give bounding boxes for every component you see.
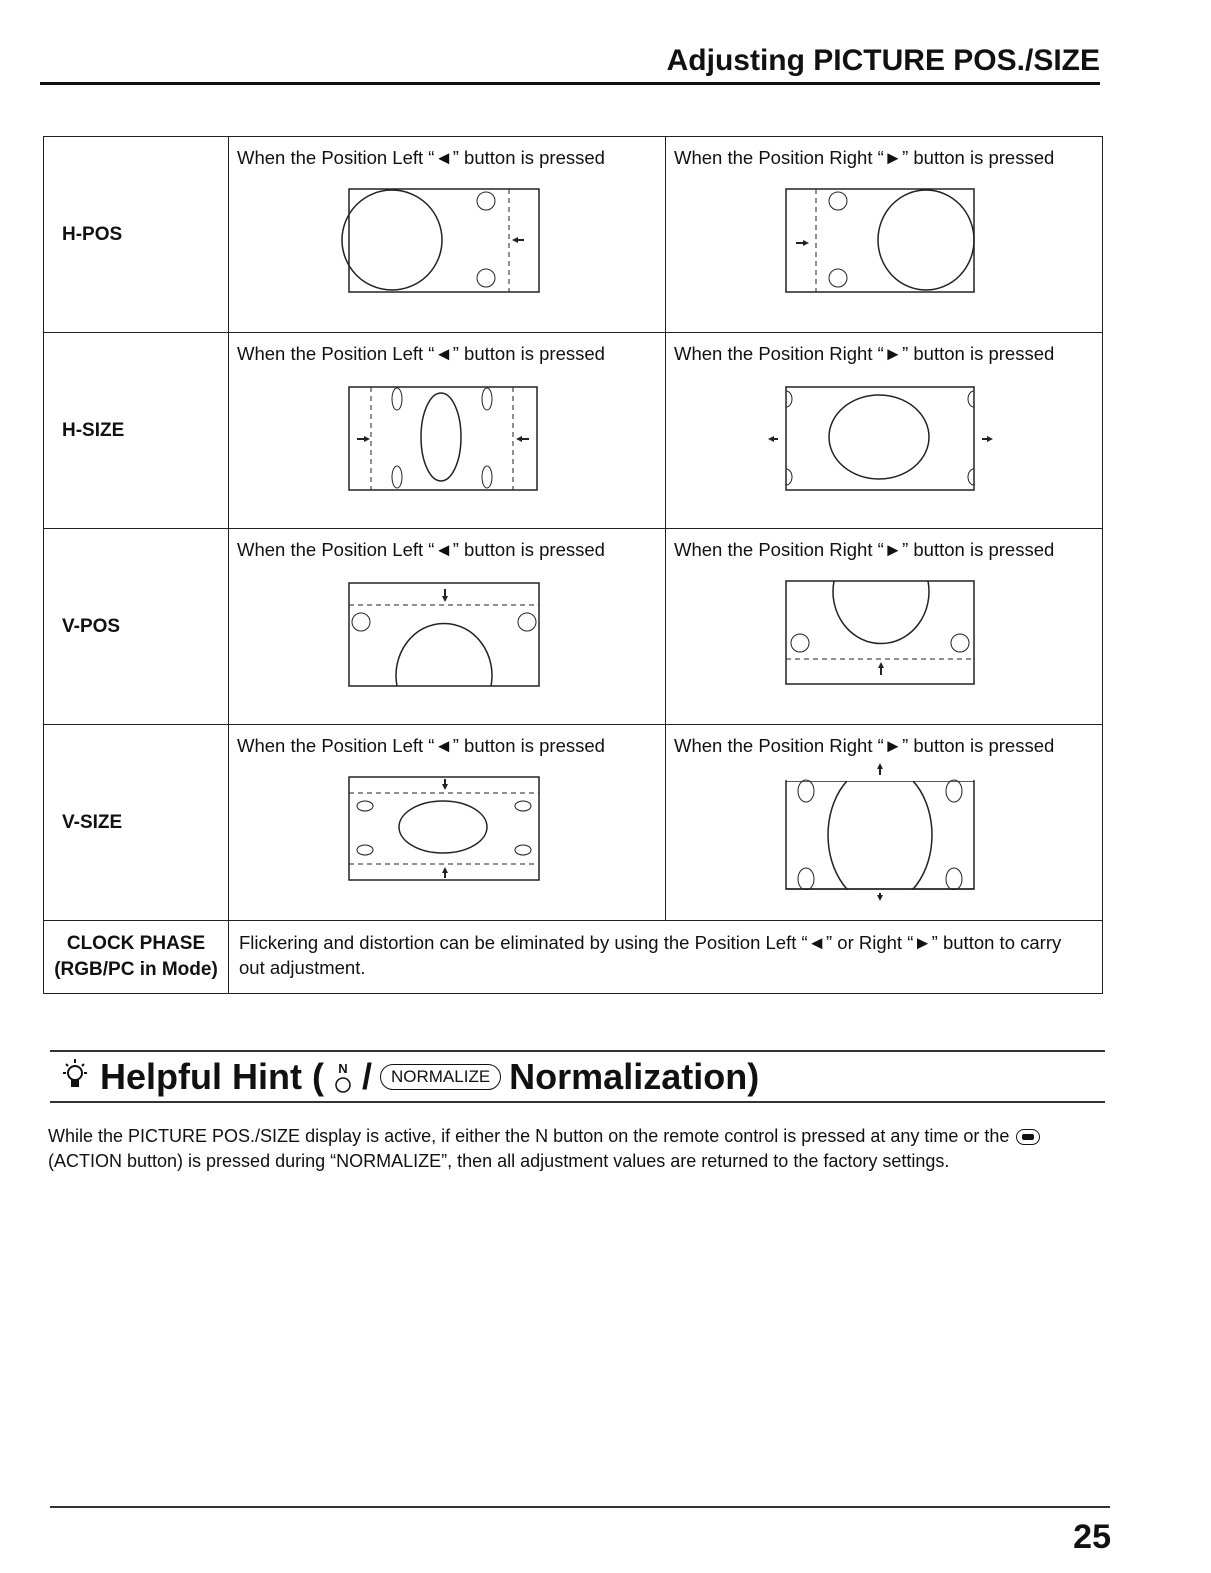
hint-slash: / — [361, 1056, 372, 1097]
caption-v-size-right: When the Position Right “►” button is pressed — [674, 735, 1055, 756]
row-label-v-pos: V-POS — [44, 529, 229, 725]
page-number: 25 — [1073, 1518, 1111, 1556]
clock-phase-description: Flickering and distortion can be eliminated by using the Position Left “◄” or Right “►” button to carry out adjustment. — [229, 921, 1103, 994]
footer-rule — [50, 1506, 1110, 1508]
action-button-icon — [1016, 1129, 1040, 1145]
cell-h-size-left — [229, 333, 666, 529]
adjustment-table — [43, 136, 1103, 994]
cell-h-size-right — [666, 333, 1103, 529]
row-label-v-size: V-SIZE — [44, 725, 229, 921]
cell-h-pos-right — [666, 137, 1103, 333]
bulb-icon — [60, 1057, 90, 1097]
page-title: Adjusting PICTURE POS./SIZE — [666, 44, 1100, 77]
clock-phase-label-line1: CLOCK PHASE — [66, 933, 206, 954]
row-label-h-pos: H-POS — [44, 137, 229, 333]
caption-v-pos-left: When the Position Left “◄” button is pressed — [237, 539, 605, 560]
hint-title-prefix: Helpful Hint ( — [100, 1056, 324, 1097]
table-row-v-size — [44, 725, 1103, 921]
row-label-clock-phase — [44, 921, 229, 994]
v-pos-left-diagram — [229, 575, 665, 695]
table-row-clock-phase — [44, 921, 1103, 994]
caption-h-size-left: When the Position Left “◄” button is pressed — [237, 343, 605, 364]
cell-v-size-left — [229, 725, 666, 921]
h-size-left-diagram — [229, 379, 665, 499]
helpful-hint-title — [60, 1056, 759, 1098]
cell-v-size-right — [666, 725, 1103, 921]
v-size-right-diagram — [666, 761, 1102, 901]
title-underline — [40, 82, 1100, 85]
hint-title-suffix: Normalization) — [509, 1056, 760, 1097]
hint-body-part2: (ACTION button) is pressed during “NORMALIZE”, then all adjustment values are returned to the factory settings. — [48, 1150, 950, 1171]
n-button-icon — [332, 1059, 354, 1095]
caption-v-size-left: When the Position Left “◄” button is pressed — [237, 735, 605, 756]
cell-v-pos-left — [229, 529, 666, 725]
n-button-letter: N — [338, 1061, 348, 1076]
h-pos-right-diagram — [666, 183, 1102, 303]
caption-v-pos-right: When the Position Right “►” button is pressed — [674, 539, 1055, 560]
caption-h-pos-right: When the Position Right “►” button is pressed — [674, 147, 1055, 168]
hint-top-rule — [50, 1050, 1105, 1052]
caption-h-size-right: When the Position Right “►” button is pressed — [674, 343, 1055, 364]
hint-body-part1: While the PICTURE POS./SIZE display is active, if either the N button on the remote control is pressed at any time or the — [48, 1126, 1010, 1146]
table-row-h-pos — [44, 137, 1103, 333]
h-size-right-diagram — [666, 379, 1102, 499]
v-size-left-diagram — [229, 771, 665, 891]
cell-v-pos-right — [666, 529, 1103, 725]
caption-h-pos-left: When the Position Left “◄” button is pressed — [237, 147, 605, 168]
v-pos-right-diagram — [666, 575, 1102, 695]
cell-h-pos-left — [229, 137, 666, 333]
hint-body — [48, 1124, 1108, 1174]
h-pos-left-diagram — [229, 183, 665, 303]
table-row-h-size — [44, 333, 1103, 529]
row-label-h-size: H-SIZE — [44, 333, 229, 529]
normalize-button-label: NORMALIZE — [380, 1064, 501, 1090]
table-row-v-pos — [44, 529, 1103, 725]
clock-phase-label-line2: (RGB/PC in Mode) — [54, 958, 218, 980]
hint-bottom-rule — [50, 1101, 1105, 1103]
